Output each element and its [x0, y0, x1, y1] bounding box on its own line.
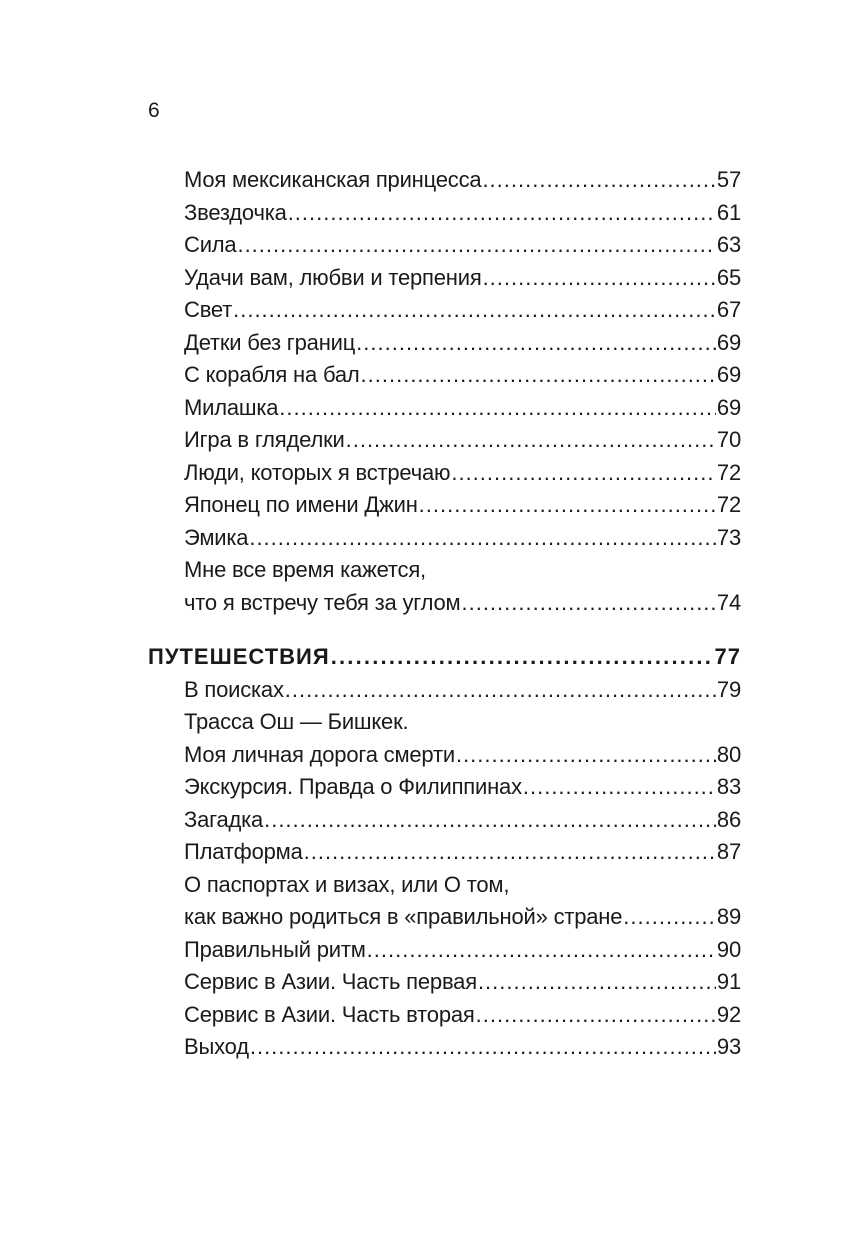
toc-entry-page-number: 80: [716, 741, 741, 767]
dot-leader: [233, 294, 716, 327]
dot-leader: [356, 327, 716, 360]
toc-entry-title: Эмика: [184, 524, 249, 550]
toc-entry-row: [184, 739, 741, 772]
toc-entry-row: [184, 1031, 741, 1064]
dot-leader: [288, 197, 716, 230]
toc-entry[interactable]: [184, 294, 741, 327]
toc-section-heading[interactable]: [148, 641, 741, 674]
toc-entry-title: Правильный ритм: [184, 936, 366, 962]
toc-entry[interactable]: [184, 804, 741, 837]
dot-leader: [476, 999, 716, 1032]
toc-entry-row: [184, 674, 741, 707]
toc-entry-title: Игра в гляделки: [184, 427, 345, 452]
dot-leader: [331, 641, 714, 674]
toc-entry-page-number: 87: [716, 839, 741, 864]
toc-entry[interactable]: [184, 706, 741, 771]
dot-leader: [346, 424, 716, 457]
toc-entry-title: Звездочка: [184, 199, 287, 225]
toc-entry[interactable]: [184, 836, 741, 869]
toc-entry-page-number: 57: [716, 167, 741, 192]
dot-leader: [456, 739, 716, 772]
toc-entry-title: С корабля на бал: [184, 362, 360, 387]
toc-entry[interactable]: [184, 197, 741, 230]
toc-entry-row: [184, 359, 741, 392]
dot-leader: [285, 674, 716, 707]
toc-entry-title: Выход: [184, 1034, 249, 1059]
toc-entry-row: [184, 262, 741, 295]
dot-leader: [279, 392, 716, 425]
toc-entry-title: ПУТЕШЕСТВИЯ: [148, 644, 330, 669]
toc-entry-page-number: 72: [716, 459, 741, 485]
toc-entry-title: Свет: [184, 297, 233, 322]
toc-entry-row: [184, 999, 741, 1032]
toc-entry-row: [184, 294, 741, 327]
toc-entry[interactable]: [184, 229, 741, 262]
toc-entry-page-number: 67: [716, 297, 741, 322]
toc-entry-title-line: Трасса Ош — Бишкек.: [184, 709, 409, 734]
toc-entry-page-number: 83: [716, 774, 741, 799]
toc-entry[interactable]: [184, 327, 741, 360]
toc-entry-row: [184, 836, 741, 869]
toc-entry-title-line: О паспортах и визах, или О том,: [184, 871, 510, 897]
toc-entry[interactable]: [184, 522, 741, 555]
toc-entry-title: Люди, которых я встречаю: [184, 459, 451, 485]
toc-entry-page-number: 74: [716, 589, 741, 615]
toc-entry-page-number: 79: [716, 676, 741, 702]
toc-entry-page-number: 72: [716, 492, 741, 517]
dot-leader: [451, 457, 716, 490]
toc-entry-row: [184, 229, 741, 262]
toc-entry[interactable]: [184, 674, 741, 707]
toc-entry[interactable]: [184, 262, 741, 295]
toc-entry-row: [148, 641, 741, 674]
toc-entry-title: как важно родиться в «правильной» стране: [184, 904, 623, 929]
toc-entry-row: [184, 489, 741, 522]
toc-entry-row: [184, 164, 741, 197]
dot-leader: [623, 901, 716, 934]
toc-entry-row: [184, 966, 741, 999]
toc-entry[interactable]: [184, 554, 741, 619]
dot-leader: [367, 934, 716, 967]
toc-entry-title: Милашка: [184, 394, 279, 420]
toc-entry[interactable]: [184, 966, 741, 999]
toc-entry-row: [184, 771, 741, 804]
toc-entry-title: Удачи вам, любви и терпения: [184, 264, 482, 290]
toc-entry-title: Сервис в Азии. Часть вторая: [184, 1001, 475, 1027]
toc-entry[interactable]: [184, 392, 741, 425]
toc-entry[interactable]: [184, 1031, 741, 1064]
dot-leader: [478, 966, 716, 999]
toc-entry-row: [184, 934, 741, 967]
toc-entry-page-number: 61: [716, 199, 741, 225]
toc-entry[interactable]: [184, 359, 741, 392]
toc-entry-page-number: 90: [716, 936, 741, 962]
dot-leader: [361, 359, 716, 392]
toc-entry[interactable]: [184, 869, 741, 934]
toc-entry-title: Экскурсия. Правда о Филиппинах: [184, 774, 522, 799]
dot-leader: [523, 771, 716, 804]
toc-entry[interactable]: [184, 457, 741, 490]
toc-entry-row: [184, 522, 741, 555]
toc-entry-page-number: 69: [716, 394, 741, 420]
toc-entry-page-number: 69: [716, 329, 741, 355]
toc-entry-page-number: 89: [716, 904, 741, 929]
dot-leader: [249, 522, 716, 555]
toc-entry-page-number: 91: [716, 969, 741, 994]
toc-entry-title: Сила: [184, 232, 237, 257]
toc-entry-row: [184, 901, 741, 934]
toc-entry-page-number: 70: [716, 427, 741, 452]
dot-leader: [237, 229, 715, 262]
toc-entry-page-number: 92: [716, 1001, 741, 1027]
toc-entry-page-number: 77: [714, 644, 741, 669]
dot-leader: [304, 836, 716, 869]
toc-entry-page-number: 65: [716, 264, 741, 290]
toc-entry-title: В поисках: [184, 676, 284, 702]
toc-entry-title: Загадка: [184, 806, 264, 832]
toc-entry-title: Моя личная дорога смерти: [184, 741, 455, 767]
toc-entry-row: [184, 804, 741, 837]
dot-leader: [482, 164, 715, 197]
dot-leader: [461, 587, 715, 620]
toc-entry-title-line: Мне все время кажется,: [184, 557, 426, 582]
toc-entry-title: что я встречу тебя за углом: [184, 589, 461, 615]
page-number: 6: [148, 99, 160, 122]
toc-entry-page-number: 86: [716, 806, 741, 832]
toc-entry-page-number: 69: [716, 362, 741, 387]
toc-entry-title: Платформа: [184, 839, 303, 864]
toc-entry-row: [184, 424, 741, 457]
toc-entry-page-number: 73: [716, 524, 741, 550]
toc-entry[interactable]: [184, 771, 741, 804]
toc-entry[interactable]: [184, 424, 741, 457]
toc-entry[interactable]: [184, 489, 741, 522]
toc-entry-page-number: 93: [716, 1034, 741, 1059]
dot-leader: [264, 804, 716, 837]
dot-leader: [483, 262, 716, 295]
toc-entry-title: Сервис в Азии. Часть первая: [184, 969, 477, 994]
toc-entry[interactable]: [184, 164, 741, 197]
dot-leader: [250, 1031, 716, 1064]
toc-entry-row: [184, 197, 741, 230]
dot-leader: [419, 489, 716, 522]
toc-entry-title: Японец по имени Джин: [184, 492, 418, 517]
toc-entry-row: [184, 327, 741, 360]
toc-entry-row: [184, 587, 741, 620]
toc-entry-title: Моя мексиканская принцесса: [184, 167, 482, 192]
toc-entry[interactable]: [184, 999, 741, 1032]
toc-entry-row: [184, 457, 741, 490]
toc-entry-title: Детки без границ: [184, 329, 356, 355]
table-of-contents: [0, 164, 845, 1064]
toc-entry-row: [184, 392, 741, 425]
toc-entry-page-number: 63: [716, 232, 741, 257]
toc-entry[interactable]: [184, 934, 741, 967]
